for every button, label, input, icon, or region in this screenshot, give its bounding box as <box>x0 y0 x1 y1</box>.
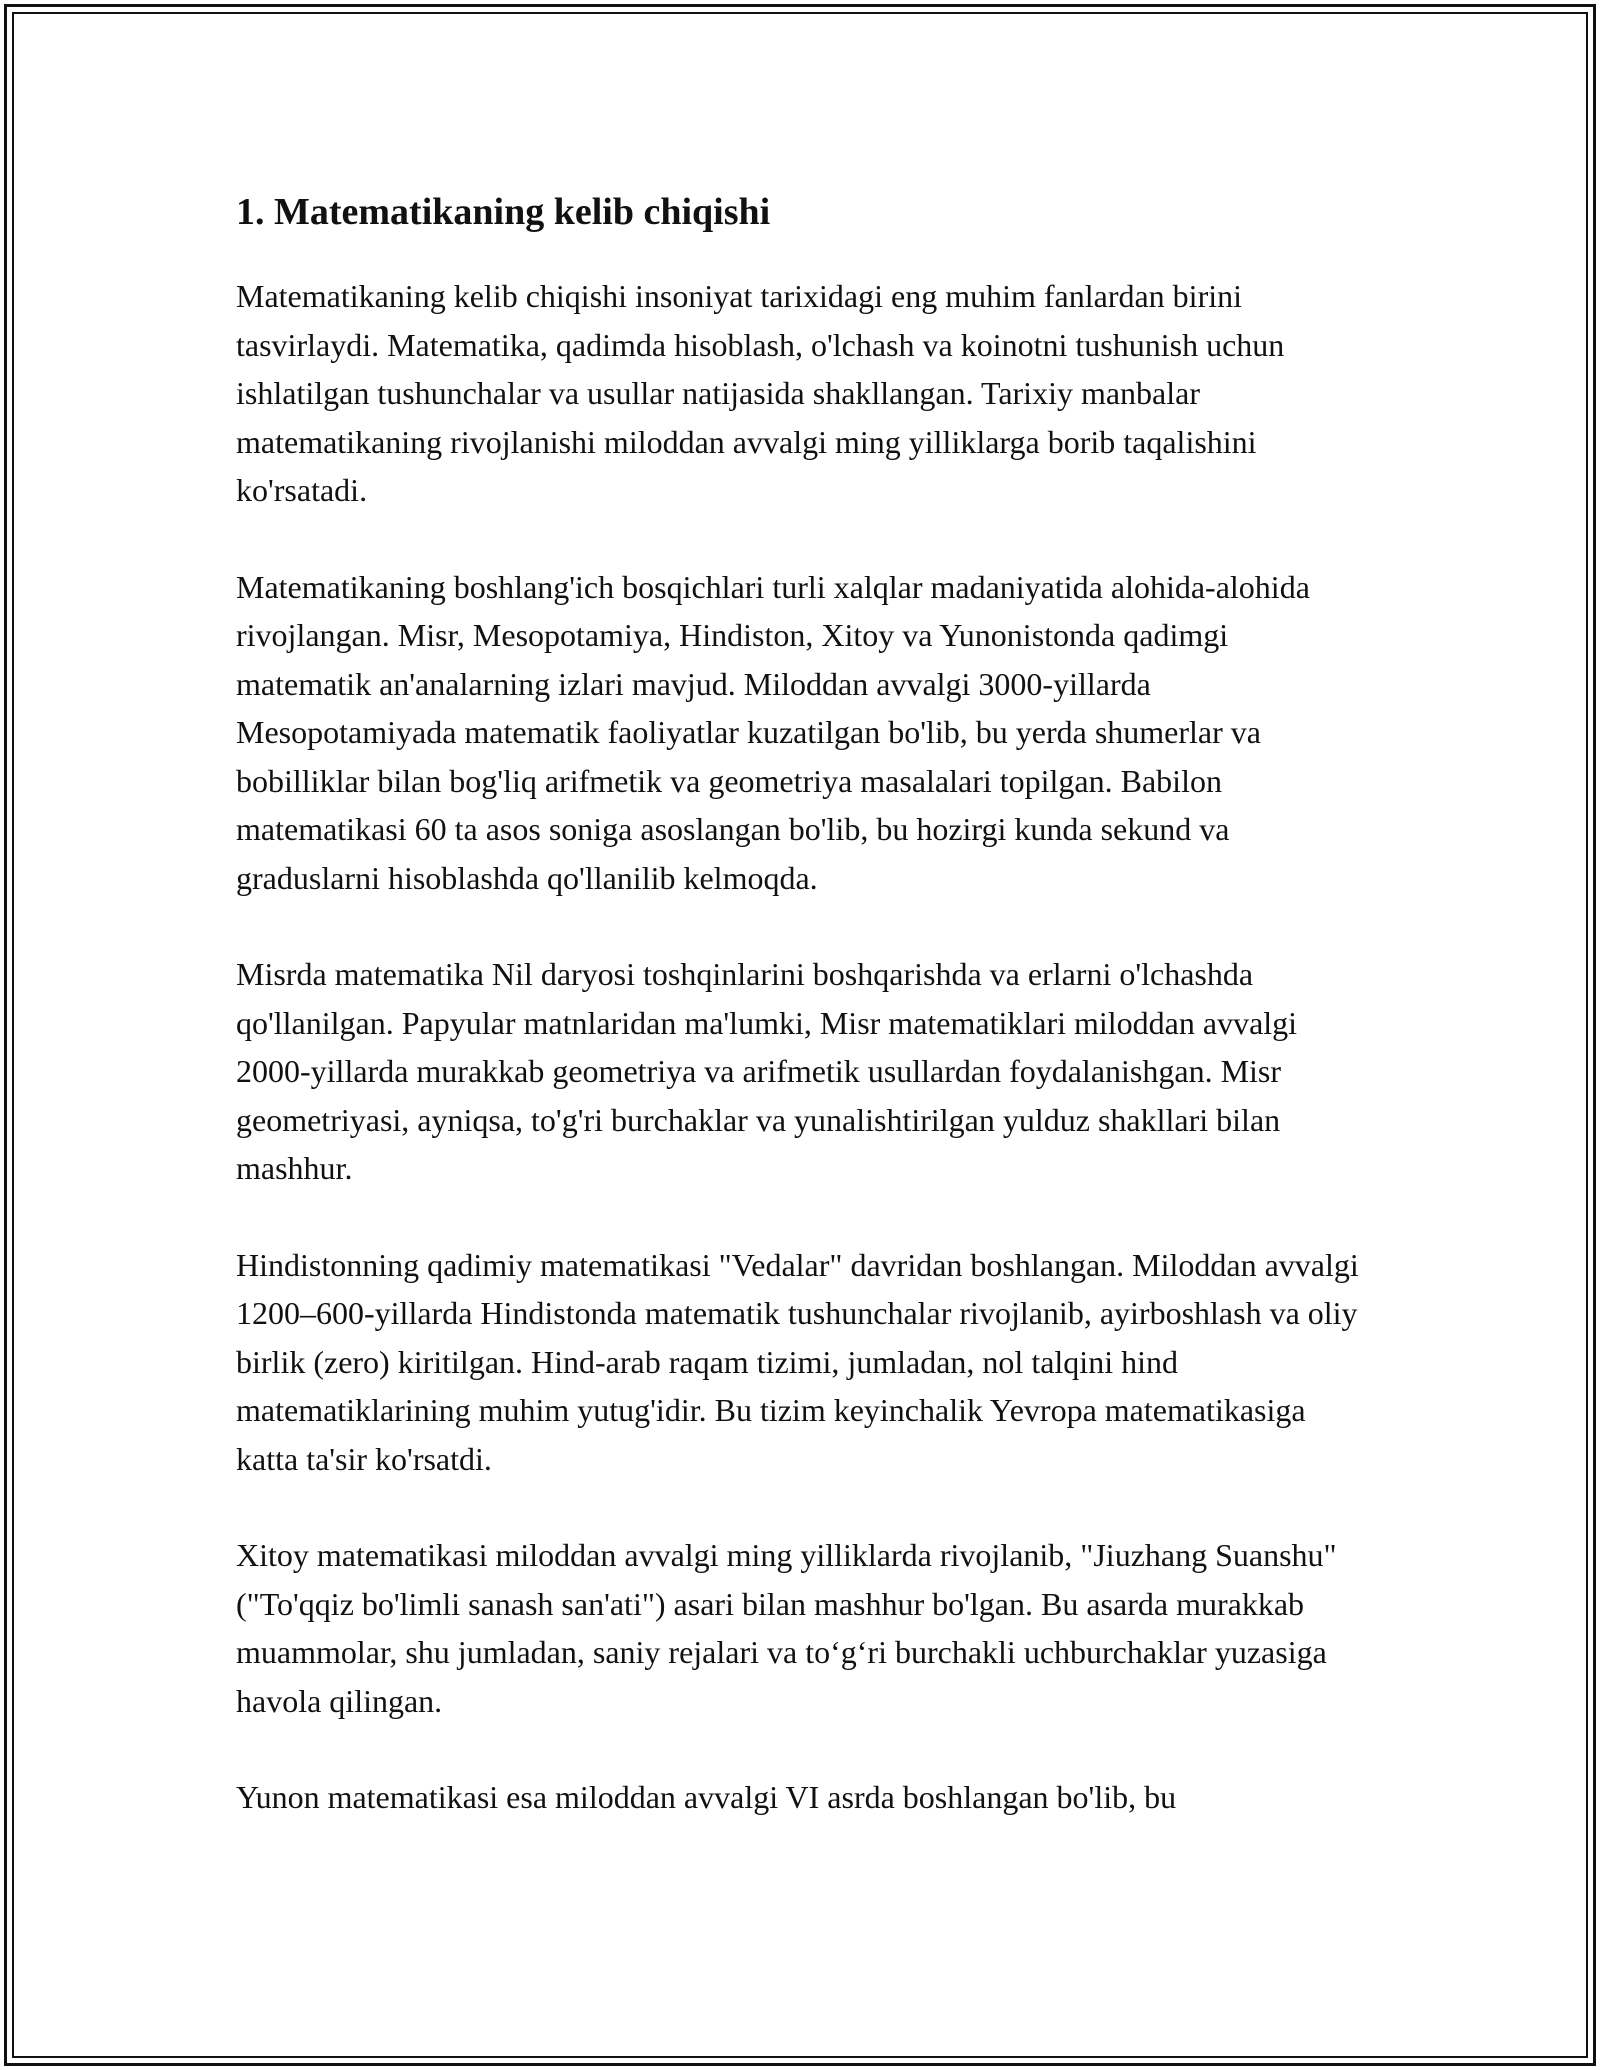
paragraph-greece: Yunon matematikasi esa miloddan avvalgi VI asrda boshlangan bo'lib, bu <box>236 1779 1177 1815</box>
paragraph-china: Xitoy matematikasi miloddan avvalgi ming yilliklarda rivojlanib, "Jiuzhang Suanshu" ("To'qqiz bo'limli sanash san'ati") asari bilan mashhur bo'lgan. Bu asarda murakkab muammolar, shu jumladan, saniy rejalari va to‘g‘ri burchakli uchburchaklar yuzasiga havola qilingan. <box>236 1537 1337 1719</box>
document-body <box>236 186 1366 1870</box>
paragraph-egypt: Misrda matematika Nil daryosi toshqinlarini boshqarishda va erlarni o'lchashda qo'llanilgan. Papyular matnlaridan ma'lumki, Misr matematiklari miloddan avvalgi 2000-yillarda murakkab geometriya va arifmetik usullardan foydalanishgan. Misr geometriyasi, ayniqsa, to'g'ri burchaklar va yunalishtirilgan yulduz shakllari bilan mashhur. <box>236 956 1298 1186</box>
paragraph-intro: Matematikaning kelib chiqishi insoniyat tarixidagi eng muhim fanlardan birini tasvirlaydi. Matematika, qadimda hisoblash, o'lchash va koinotni tushunish uchun ishlatilgan tushunchalar va usullar natijasida shakllangan. Tarixiy manbalar matematikaning rivojlanishi miloddan avvalgi ming yilliklarga borib taqalishini ko'rsatadi. <box>236 278 1285 508</box>
paragraph-india: Hindistonning qadimiy matematikasi "Vedalar" davridan boshlangan. Miloddan avvalgi 1200–600-yillarda Hindistonda matematik tushunchalar rivojlanib, ayirboshlash va oliy birlik (zero) kiritilgan. Hind-arab raqam tizimi, jumladan, nol talqini hind matematiklarining muhim yutug'idir. Bu tizim keyinchalik Yevropa matematikasiga katta ta'sir ko'rsatdi. <box>236 1246 1359 1477</box>
paragraph-early-stages: Matematikaning boshlang'ich bosqichlari turli xalqlar madaniyatida alohida-alohida rivojlangan. Misr, Mesopotamiya, Hindiston, Xitoy va Yunonistonda qadimgi matematik an'analarning izlari mavjud. Miloddan avvalgi 3000-yillarda Mesopotamiyada matematik faoliyatlar kuzatilgan bo'lib, bu yerda shumerlar va bobilliklar bilan bog'liq arifmetik va geometriya masalalari topilgan. Babilon matematikasi 60 ta asos soniga asoslangan bo'lib, bu hozirgi kunda sekund va graduslarni hisoblashda qo'llanilib kelmoqda. <box>236 568 1310 896</box>
section-heading: 1. Matematikaning kelib chiqishi <box>236 191 771 233</box>
